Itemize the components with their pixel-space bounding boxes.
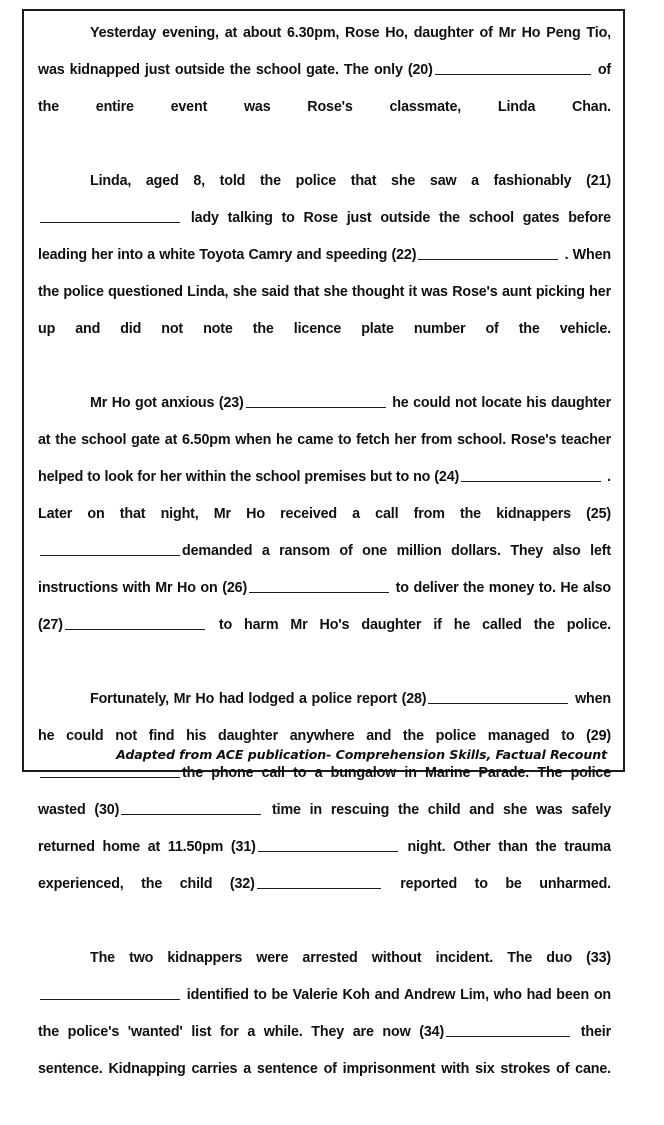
passage-text: The two kidnappers were arrested without incident. The duo [90, 950, 587, 966]
question-number: (20) [407, 62, 433, 78]
passage-text: . Later on that night, Mr Ho received a call from the kidnappers [38, 469, 611, 522]
passage-text: he could not locate his daughter at the school gate at 6.50pm when he came to fetch her from school. Rose's teacher helped to look for her within the school premises but to no [38, 395, 611, 485]
passage-paragraph [38, 385, 611, 681]
passage-text: the phone call to a bungalow in Marine Parade. The police wasted [38, 765, 611, 818]
passage-text: identified to be Valerie Koh and Andrew Lim, who had been on the police's 'wanted' list for a while. They are now [38, 987, 611, 1040]
question-number: (32) [229, 876, 255, 892]
passage-paragraph [38, 940, 611, 1125]
answer-blank-25[interactable] [40, 541, 180, 556]
passage-text: time in rescuing the child and she was safely returned home at 11.50pm [38, 802, 611, 855]
answer-blank-30[interactable] [121, 800, 261, 815]
worksheet-page-frame [22, 9, 625, 1077]
answer-blank-23[interactable] [246, 393, 386, 408]
answer-blank-24[interactable] [461, 467, 601, 482]
passage-text: . When the police questioned Linda, she said that she thought it was Rose's aunt picking her up and did not note the licence plate number of the vehicle. [38, 247, 611, 337]
answer-blank-32[interactable] [257, 874, 381, 889]
question-number: (28) [401, 691, 427, 707]
passage-paragraph [38, 681, 611, 940]
answer-blank-31[interactable] [258, 837, 398, 852]
passage-text: to deliver the money to. He also [391, 580, 611, 596]
answer-blank-34[interactable] [446, 1022, 570, 1037]
answer-blank-29[interactable] [40, 763, 180, 778]
passage-text: demanded a ransom of one million dollars. They also left instructions with Mr Ho on [38, 543, 611, 596]
answer-blank-26[interactable] [249, 578, 389, 593]
passage-text: night. Other than the trauma experienced, the child [38, 839, 611, 892]
passage-text: Mr Ho got anxious [90, 395, 219, 411]
question-number: (22) [391, 247, 417, 263]
question-number: (29) [586, 728, 611, 744]
question-number: (27) [38, 617, 63, 633]
passage-text: when he could not find his daughter anywhere and the police managed to [38, 691, 612, 744]
question-number: (23) [218, 395, 244, 411]
answer-blank-21[interactable] [40, 208, 180, 223]
question-number: (33) [586, 950, 611, 966]
answer-blank-20[interactable] [435, 60, 591, 75]
passage-paragraph [38, 15, 611, 163]
question-number: (31) [230, 839, 256, 855]
answer-blank-27[interactable] [65, 615, 205, 630]
passage-text: Fortunately, Mr Ho had lodged a police report [90, 691, 402, 707]
comprehension-passage [38, 15, 611, 1125]
passage-text: Yesterday evening, at about 6.30pm, Rose Ho, daughter of Mr Ho Peng Tio, was kidnapped just outside the school gate. The only [38, 25, 611, 78]
passage-paragraph [38, 163, 611, 385]
answer-blank-22[interactable] [418, 245, 558, 260]
question-number: (21) [586, 173, 611, 189]
question-number: (24) [434, 469, 460, 485]
passage-text: reported to be unharmed. [382, 876, 611, 892]
passage-text: their sentence. Kidnapping carries a sentence of imprisonment with six strokes of cane. [38, 1024, 611, 1077]
passage-text: to harm Mr Ho's daughter if he called the police. [206, 617, 611, 633]
question-number: (26) [222, 580, 248, 596]
passage-text: Linda, aged 8, told the police that she saw a fashionably [90, 173, 587, 189]
passage-text: of the entire event was Rose's classmate, Linda Chan. [38, 62, 612, 115]
passage-text: lady talking to Rose just outside the school gates before leading her into a white Toyota Camry and speeding [38, 210, 611, 263]
question-number: (34) [419, 1024, 445, 1040]
answer-blank-28[interactable] [428, 689, 568, 704]
question-number: (25) [586, 506, 611, 522]
source-attribution: Adapted from ACE publication- Comprehension Skills, Factual Recount [116, 747, 607, 762]
answer-blank-33[interactable] [40, 985, 180, 1000]
question-number: (30) [94, 802, 120, 818]
